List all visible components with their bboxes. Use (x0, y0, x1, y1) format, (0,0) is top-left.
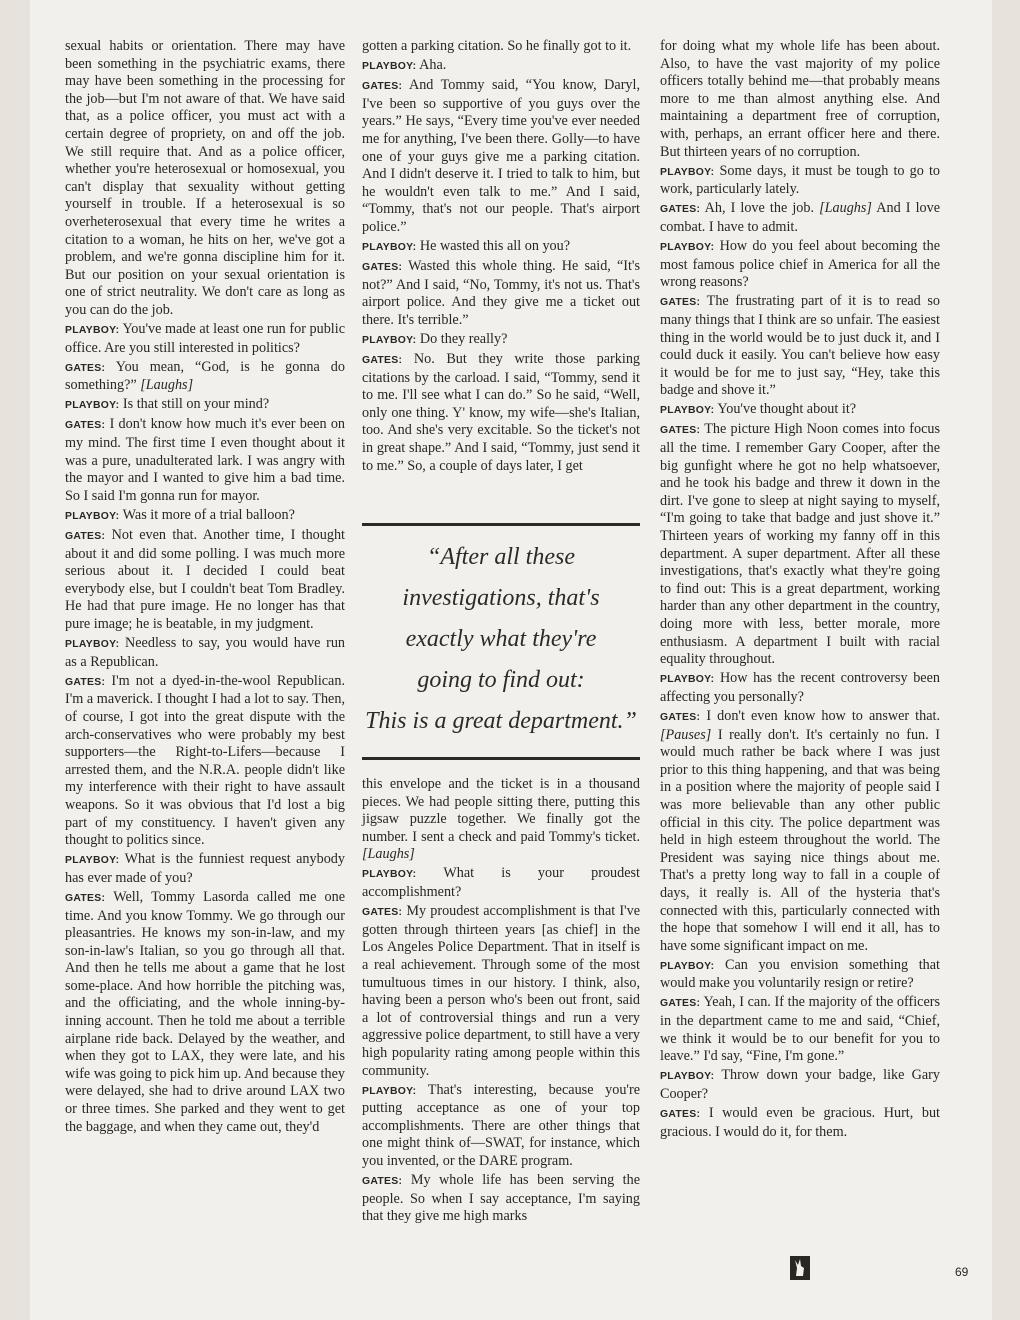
interview-paragraph (65, 673, 345, 850)
paragraph-text: You mean, “God, is he gonna do something?” (65, 358, 345, 394)
speaker-label: GATES: (362, 262, 403, 274)
interview-paragraph (660, 670, 940, 706)
interview-paragraph (660, 1067, 940, 1103)
interview-paragraph (362, 776, 640, 864)
interview-paragraph (362, 77, 640, 236)
speaker-label: GATES: (660, 297, 701, 309)
speaker-label: PLAYBOY: (362, 1085, 417, 1097)
interview-paragraph (660, 200, 940, 236)
interview-paragraph (660, 163, 940, 199)
speaker-label: PLAYBOY: (660, 960, 715, 972)
paragraph-text: You've made at least one run for public office. Are you still interested in politics? (65, 321, 345, 356)
paragraph-text: Well, Tommy Lasorda called me one time. And you know Tommy. We go through our pleasantries. He knows my son-in-law, and my son-in-law's Italian, so you go through all that. And then he tells me about a game that he lost some-place. And how horrible the pitching was, and the officiating, and the whole inning-by-inning account. Then he told me about a terrible airplane ride back. Delayed by the weather, and when they got to LAX, they were late, and his wife was going to pick him up. And because they were delayed, she had to drive around LAX two or three times. She parked and they went to get the baggage, and when they came out, they'd (65, 888, 345, 1135)
text-column-3 (660, 38, 940, 1143)
paragraph-text: Was it more of a trial balloon? (122, 506, 295, 523)
interview-paragraph (660, 421, 940, 668)
magazine-page (30, 0, 992, 1320)
paragraph-text: Ah, I love the job. (704, 200, 815, 217)
speaker-label: GATES: (65, 892, 106, 904)
interview-paragraph (660, 1105, 940, 1141)
interview-paragraph (65, 851, 345, 887)
speaker-label: PLAYBOY: (660, 242, 715, 254)
paragraph-text: The picture High Noon comes into focus all the time. I remember Gary Cooper, after the big gunfight where he got no help whatsoever, and he took his badge and threw it down in the dirt. I've gone to sleep at night saying to myself, “I'm going to take that badge and just shove it.” Thirteen years of working my fanny off in this department. A super department. After all these investigations, that's exactly what they're going to find out: This is a great department, working harder than any other department in the country, doing more with less, better morale, more enthusiasm. A department I built with racial equality throughout. (660, 421, 940, 668)
paragraph-text: Do they really? (419, 331, 508, 347)
speaker-label: GATES: (660, 711, 701, 723)
paragraph-text: I don't know how much it's ever been on my mind. The first time I even thought about it was a pure, unadulterated lark. I was angry with the mayor and I wanted to give him a bad time. So I said I'm gonna run for mayor. (65, 416, 346, 504)
continued-text: gotten a parking citation. So he finally got to it. (362, 38, 632, 54)
interview-paragraph (362, 903, 640, 1080)
speaker-label: GATES: (362, 1176, 403, 1188)
interview-paragraph (65, 527, 345, 634)
speaker-label: GATES: (660, 1109, 701, 1121)
pullquote-line: “After all these (427, 544, 575, 570)
interview-paragraph (65, 635, 345, 671)
speaker-label: GATES: (65, 420, 106, 432)
paragraph-text: What is your proudest accomplishment? (362, 865, 640, 901)
speaker-label: PLAYBOY: (65, 325, 120, 336)
paragraph-text: No. But they write those parking citations by the carload. I said, “Tommy, send it to me. I'll see what I can do.” So he said, “Well, only one thing. Y' know, my wife—she's Italian, too. And she's very excitable. So the ticket's not in great shape.” And I said, “Tommy, just send it to me.” So, a couple of days later, I get (362, 351, 641, 474)
paragraph-text: I really don't. It's certainly no fun. I would much rather be back where I was just prior to this thing happening, and that was being in a position where the majority of people said I was more believable than any other public official in this city. The police department was held in high esteem throughout the world. The President was saying nice things about me. That's a pretty long way to fall in a couple of days, it really is. All of the hysteria that's connected with this, particularly connected with the hope that somehow I will end it all, has to have some significant impact on me. (660, 726, 941, 954)
paragraph-text: Not even that. Another time, I thought about it and did some polling. I was much more serious about it. I decided I could beat everybody else, but I couldn't beat Tom Bradley. He had that pure image. He no longer has that pure image; he is beatable, in my judgment. (65, 527, 345, 632)
speaker-label: GATES: (362, 355, 403, 367)
paragraph-text: My proudest accomplishment is that I've gotten through thirteen years [as chief] in the Los Angeles Police Department. That in itself is a real achievement. Through some of the most tumultuous times in our history. I think, also, having been a person who's been out front, said a lot of controversial things and run a very aggressive police department, to still have a very high popularity rating among people within this community. (362, 903, 640, 1079)
paragraph-text: You've thought about it? (717, 401, 857, 418)
paragraph-text: I'm not a dyed-in-the-wool Republican. I'm a maverick. I thought I had a lot to say. Then, of course, I got into the great dispute with the arch-conservatives who were probably my best supporters—the Right-to-Lifers—because I arrested them, and the N.R.A. people didn't like my interference with their right to have assault weapons. So it was obvious that I'd lost a big part of my constituency. I haven't given any thought to politics since. (65, 672, 345, 849)
interview-paragraph (660, 238, 940, 292)
paragraph-text: Can you envision something that would make you voluntarily resign or retire? (660, 956, 940, 992)
speaker-label: PLAYBOY: (660, 674, 715, 686)
speaker-label: PLAYBOY: (65, 510, 120, 522)
pullquote-line: exactly what they're (405, 626, 597, 652)
speaker-label: PLAYBOY: (362, 242, 417, 254)
continued-text: sexual habits or orientation. There may have been something in the psychiatric exams, there may have been something in the processing for the job—but I'm not aware of that. We have said that, as a police officer, you must act with a certain degree of propriety, on and off the job. We still require that. And as a police officer, whether you're heterosexual or homosexual, you can't display that sexuality without getting yourself in trouble. If a heterosexual is so overheterosexual that every time he writes a citation to a woman, he hits on her, we've got a problem, and we're gonna discipline him for it. But our position on your sexual orientation is one of strict neutrality. We don't care as long as you can do the job. (65, 38, 345, 318)
interview-paragraph (362, 238, 640, 257)
paragraph-text: We had people sitting there, putting this jigsaw puzzle together. We finally got the number. I sent a check and paid Tommy's ticket. (362, 793, 640, 845)
interview-paragraph (660, 293, 940, 400)
page-number: 69 (955, 1265, 969, 1279)
speaker-label: GATES: (660, 998, 701, 1010)
interview-paragraph (362, 57, 640, 76)
interview-paragraph (65, 889, 345, 1136)
stage-direction: [Laughs] (819, 200, 872, 217)
paragraph-text: Needless to say, you would have run as a Republican. (65, 635, 346, 670)
speaker-label: GATES: (362, 907, 403, 919)
paragraph-text: I would even be gracious. Hurt, but gracious. I would do it, for them. (660, 1105, 940, 1140)
interview-paragraph (65, 416, 345, 505)
text-column-2-bottom (362, 776, 640, 1227)
speaker-label: PLAYBOY: (660, 405, 715, 417)
rabbit-head-logo-icon (790, 1256, 810, 1280)
pullquote-top-rule (362, 523, 640, 526)
interview-paragraph (362, 865, 640, 901)
paragraph-text: How do you feel about becoming the most famous police chief in America for all the wrong reasons? (660, 238, 940, 291)
speaker-label: PLAYBOY: (362, 335, 417, 346)
stage-direction: [Pauses] (660, 726, 712, 743)
pullquote-line: going to find out: (417, 667, 585, 693)
paragraph-text: I don't even know how to answer that. (706, 707, 940, 724)
paragraph-text: He wasted this all on you? (419, 238, 571, 255)
interview-paragraph (65, 321, 345, 357)
paragraph-text: That's interesting, because you're putting acceptance as one of your top accomplishments. There are other things that one might think of—SWAT, for instance, which you invented, or the DARE program. (362, 1081, 640, 1169)
continued-text: this envelope and the ticket is in a thousand pieces. (362, 776, 640, 810)
paragraph-text: The frustrating part of it is to read so many things that I think are so unfair. The easiest thing in the world would be to just duck it, and I could duck it easily. You can't believe how easy it would be for me to just say, “Hey, take this badge and shove it.” (660, 293, 940, 399)
interview-paragraph (65, 507, 345, 526)
speaker-label: PLAYBOY: (65, 400, 120, 412)
paragraph-text: What is the funniest request anybody has ever made of you? (65, 851, 345, 886)
interview-paragraph (65, 38, 345, 320)
text-column-1 (65, 38, 345, 1138)
interview-paragraph (660, 38, 940, 161)
speaker-label: GATES: (660, 425, 701, 437)
speaker-label: GATES: (362, 81, 403, 93)
pullquote-line: investigations, that's (402, 585, 600, 611)
stage-direction: [Laughs] (362, 846, 415, 863)
interview-paragraph (362, 1172, 640, 1226)
paragraph-text: And I love combat. I have to admit. (660, 200, 941, 235)
interview-paragraph (362, 38, 640, 56)
speaker-label: PLAYBOY: (65, 639, 120, 651)
interview-paragraph (65, 359, 345, 395)
interview-paragraph (362, 258, 640, 329)
pullquote-line: This is a great department.” (365, 708, 637, 734)
interview-paragraph (362, 351, 640, 475)
paragraph-text: Throw down your badge, like Gary Cooper? (660, 1067, 941, 1102)
paragraph-text: Wasted this whole thing. He said, “It's not?” And I said, “No, Tommy, it's not us. That's airport police. And they give me a ticket out there. It's terrible.” (362, 258, 640, 328)
paragraph-text: And Tommy said, “You know, Daryl, I've been so supportive of you guys over the years.” He says, “Every time you've ever needed me for anything, I've been there. Golly—to have one of your guys give me a parking citation. And I didn't deserve it. I tried to talk to him, but he wouldn't even talk to me.” And I said, “Tommy, that's not our people. That's airport police.” (362, 77, 641, 235)
interview-paragraph (362, 331, 640, 350)
paragraph-text: Aha. (419, 57, 447, 74)
paragraph-text: Yeah, I can. If the majority of the officers in the department came to me and said, “Chief, we think it would be to our benefit for you to leave.” I'd say, “Fine, I'm gone.” (660, 994, 940, 1065)
speaker-label: GATES: (65, 531, 106, 543)
interview-paragraph (660, 401, 940, 420)
speaker-label: PLAYBOY: (660, 1071, 715, 1083)
speaker-label: PLAYBOY: (660, 166, 715, 178)
speaker-label: PLAYBOY: (362, 61, 417, 73)
interview-paragraph (362, 1082, 640, 1171)
speaker-label: PLAYBOY: (65, 855, 120, 867)
interview-paragraph (660, 994, 940, 1065)
speaker-label: GATES: (65, 362, 106, 374)
paragraph-text: Is that still on your mind? (122, 396, 270, 413)
speaker-label: GATES: (65, 676, 106, 688)
paragraph-text: How has the recent controversy been affecting you personally? (660, 670, 940, 705)
text-column-2-top (362, 38, 640, 477)
speaker-label: PLAYBOY: (362, 869, 417, 881)
interview-paragraph (65, 396, 345, 415)
pull-quote (362, 537, 640, 742)
interview-paragraph (660, 957, 940, 993)
paragraph-text: My whole life has been serving the people. So when I say acceptance, I'm saying that they give me high marks (362, 1172, 641, 1225)
continued-text: for doing what my whole life has been about. Also, to have the vast majority of my police officers totally behind me—that probably means more to me than almost anything else. And maintaining a department free of corruption, with, perhaps, an errant officer here and there. But thirteen years of no corruption. (660, 38, 940, 160)
paragraph-text: Some days, it must be tough to go to work, particularly lately. (660, 162, 941, 198)
pullquote-bottom-rule (362, 757, 640, 760)
stage-direction: [Laughs] (140, 377, 194, 394)
speaker-label: GATES: (660, 204, 701, 216)
interview-paragraph (660, 708, 940, 955)
